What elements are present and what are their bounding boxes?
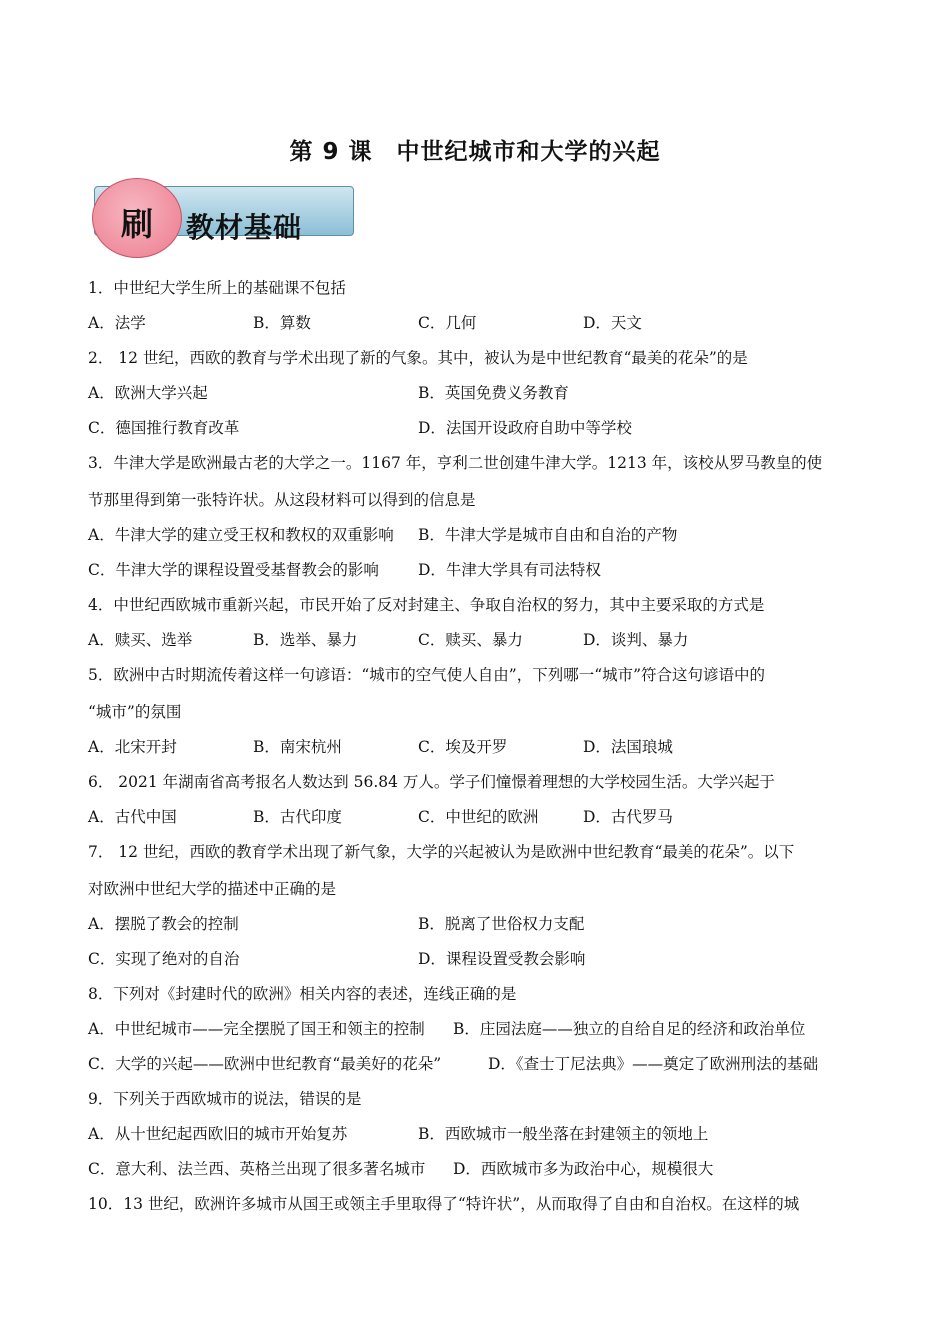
- option-a: A．赎买、选举: [88, 631, 193, 649]
- option-a: A．中世纪城市——完全摆脱了国王和领主的控制: [88, 1020, 425, 1038]
- section-banner: [88, 178, 354, 256]
- option-a: A．古代中国: [88, 808, 177, 826]
- option-d: D．课程设置受教会影响: [418, 950, 586, 968]
- question-stem: 4．中世纪西欧城市重新兴起，市民开始了反对封建主、争取自治权的努力，其中主要采取的方式是: [88, 596, 765, 614]
- option-d: D．古代罗马: [583, 808, 673, 826]
- option-a: A．北宋开封: [88, 738, 177, 756]
- question-stem: 2． 12 世纪，西欧的教育与学术出现了新的气象。其中，被认为是中世纪教育“最美的花朵”的是: [88, 349, 748, 367]
- question-stem: 5．欧洲中古时期流传着这样一句谚语：“城市的空气使人自由”，下列哪一“城市”符合这句谚语中的: [88, 666, 766, 684]
- option-c: C．赎买、暴力: [418, 631, 523, 649]
- option-b: B．牛津大学是城市自由和自治的产物: [418, 526, 678, 544]
- question-stem: 6． 2021 年湖南省高考报名人数达到 56.84 万人。学子们憧憬着理想的大学校园生活。大学兴起于: [88, 773, 775, 791]
- option-c: C．大学的兴起——欧洲中世纪教育“最美好的花朵”: [88, 1055, 442, 1073]
- question-stem: 3．牛津大学是欧洲最古老的大学之一。1167 年，亨利二世创建牛津大学。1213 年，该校从罗马教皇的使: [88, 454, 823, 472]
- option-a: A．从十世纪起西欧旧的城市开始复苏: [88, 1125, 348, 1143]
- option-b: B．庄园法庭——独立的自给自足的经济和政治单位: [453, 1020, 806, 1038]
- question-stem: 7． 12 世纪，西欧的教育学术出现了新气象，大学的兴起被认为是欧洲中世纪教育“最美的花朵”。以下: [88, 843, 795, 861]
- option-d: D．谈判、暴力: [583, 631, 689, 649]
- question-stem-cont: 节那里得到第一张特许状。从这段材料可以得到的信息是: [88, 491, 476, 509]
- option-d: D．法国开设政府自助中等学校: [418, 419, 632, 437]
- option-d: D．牛津大学具有司法特权: [418, 561, 601, 579]
- option-a: A．牛津大学的建立受王权和教权的双重影响: [88, 526, 394, 544]
- option-a: A．欧洲大学兴起: [88, 384, 208, 402]
- option-c: C．牛津大学的课程设置受基督教会的影响: [88, 561, 379, 579]
- option-c: C．意大利、法兰西、英格兰出现了很多著名城市: [88, 1160, 426, 1178]
- option-b: B．脱离了世俗权力支配: [418, 915, 585, 933]
- option-d: D．《查士丁尼法典》——奠定了欧洲刑法的基础: [488, 1055, 819, 1073]
- option-c: C．德国推行教育改革: [88, 419, 240, 437]
- option-d: D．天文: [583, 314, 642, 332]
- option-c: C．几何: [418, 314, 477, 332]
- option-b: B．古代印度: [253, 808, 342, 826]
- option-b: B．南宋杭州: [253, 738, 342, 756]
- page-title: 第 9 课 中世纪城市和大学的兴起: [289, 139, 661, 165]
- banner-badge: [92, 178, 182, 258]
- option-a: A．法学: [88, 314, 146, 332]
- option-b: B．算数: [253, 314, 311, 332]
- banner-badge-text: 刷: [120, 205, 153, 243]
- option-d: D．西欧城市多为政治中心，规模很大: [453, 1160, 714, 1178]
- option-c: C．埃及开罗: [418, 738, 508, 756]
- option-d: D．法国琅城: [583, 738, 673, 756]
- question-stem: 10．13 世纪，欧洲许多城市从国王或领主手里取得了“特许状”，从而取得了自由和自治权。在这样的城: [88, 1195, 800, 1213]
- option-b: B．英国免费义务教育: [418, 384, 569, 402]
- question-stem-cont: 对欧洲中世纪大学的描述中正确的是: [88, 880, 337, 898]
- question-stem: 8．下列对《封建时代的欧洲》相关内容的表述，连线正确的是: [88, 985, 517, 1003]
- option-a: A．摆脱了教会的控制: [88, 915, 239, 933]
- question-stem: 1．中世纪大学生所上的基础课不包括: [88, 279, 346, 297]
- question-stem: 9．下列关于西欧城市的说法，错误的是: [88, 1090, 362, 1108]
- option-c: C．实现了绝对的自治: [88, 950, 240, 968]
- question-stem-cont: “城市”的氛围: [88, 703, 182, 721]
- banner-label: 教材基础: [186, 211, 303, 244]
- option-b: B．西欧城市一般坐落在封建领主的领地上: [418, 1125, 709, 1143]
- option-b: B．选举、暴力: [253, 631, 358, 649]
- option-c: C．中世纪的欧洲: [418, 808, 539, 826]
